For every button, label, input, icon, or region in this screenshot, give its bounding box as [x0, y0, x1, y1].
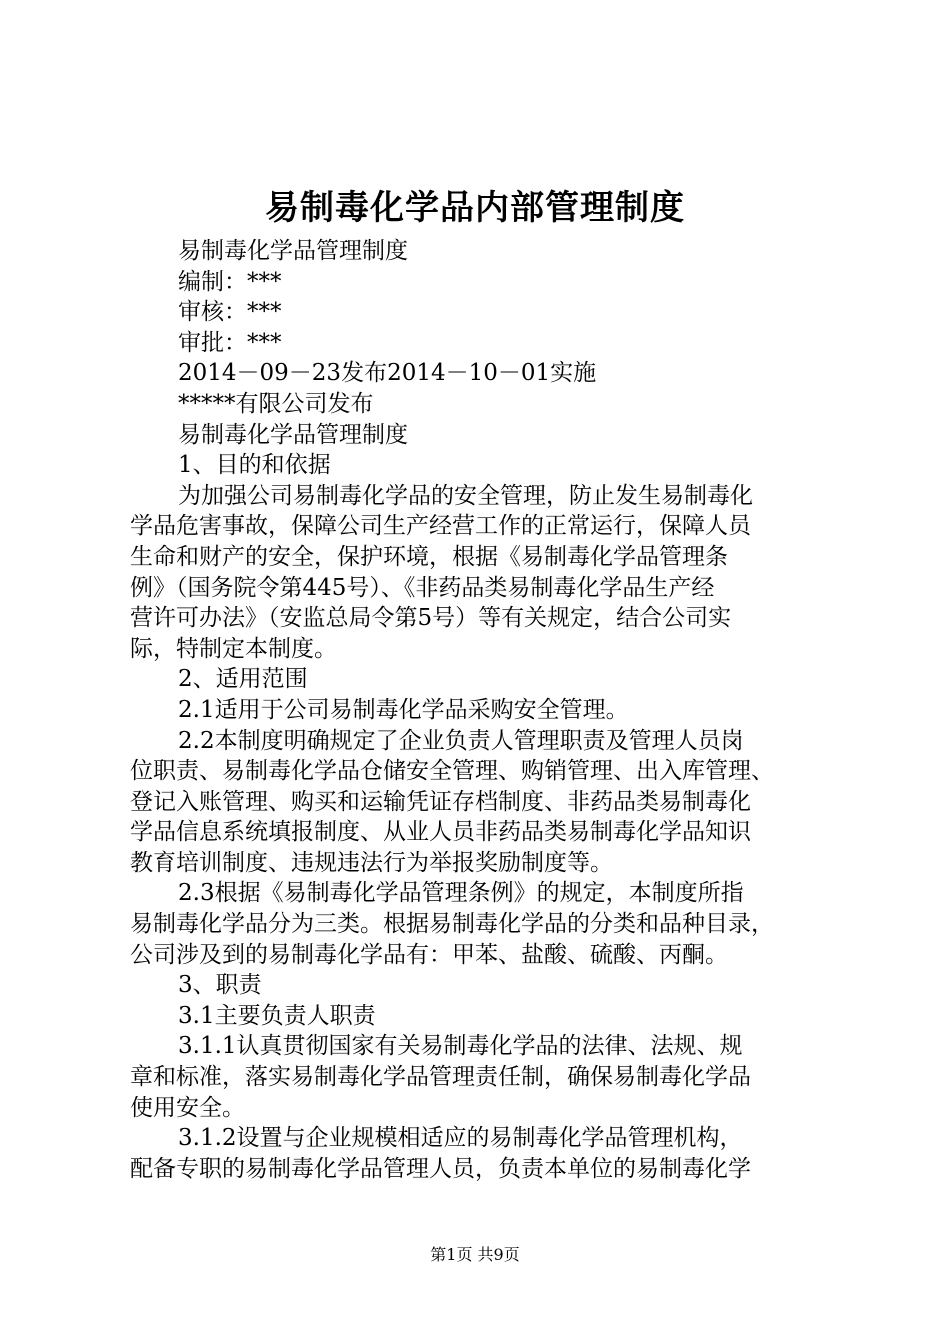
paragraph-line: 2.1适用于公司易制毒化学品采购安全管理。: [178, 696, 629, 723]
section-heading: 1、目的和依据: [178, 452, 331, 479]
paragraph-line: 2.3根据《易制毒化学品管理条例》的规定，本制度所指: [178, 880, 744, 907]
document-title: 易制毒化学品内部管理制度: [265, 188, 685, 228]
paragraph-line: 公司涉及到的易制毒化学品有：甲苯、盐酸、硫酸、丙酮。: [130, 941, 728, 968]
text-line: 审批：***: [178, 329, 282, 356]
text-line: 审核：***: [178, 299, 282, 326]
text-line: 易制毒化学品管理制度: [178, 421, 408, 448]
document-body: [130, 236, 832, 1184]
paragraph-line: 章和标准，落实易制毒化学品管理责任制，确保易制毒化学品: [130, 1064, 751, 1091]
paragraph-line: 位职责、易制毒化学品仓储安全管理、购销管理、出入库管理、: [130, 758, 774, 785]
paragraph-line: 营许可办法》（安监总局令第5号）等有关规定，结合公司实: [130, 605, 732, 632]
paragraph-line: 2.2本制度明确规定了企业负责人管理职责及管理人员岗: [178, 727, 744, 754]
paragraph-line: 登记入账管理、购买和运输凭证存档制度、非药品类易制毒化: [130, 788, 751, 815]
paragraph-line: 生命和财产的安全，保护环境，根据《易制毒化学品管理条: [130, 543, 728, 570]
paragraph-line: 3.1.1认真贯彻国家有关易制毒化学品的法律、法规、规: [178, 1033, 743, 1060]
paragraph-line: 学品危害事故，保障公司生产经营工作的正常运行，保障人员: [130, 513, 751, 540]
section-heading: 3、职责: [178, 972, 262, 999]
paragraph-line: 3.1.2设置与企业规模相适应的易制毒化学品管理机构，: [178, 1125, 743, 1152]
text-line: 编制：***: [178, 268, 282, 295]
text-line: *****有限公司发布: [178, 390, 374, 417]
section-heading: 2、适用范围: [178, 666, 308, 693]
paragraph-line: 易制毒化学品分为三类。根据易制毒化学品的分类和品种目录，: [130, 911, 774, 938]
paragraph-line: 际，特制定本制度。: [130, 635, 337, 662]
paragraph-line: 学品信息系统填报制度、从业人员非药品类易制毒化学品知识: [130, 819, 751, 846]
paragraph-line: 为加强公司易制毒化学品的安全管理，防止发生易制毒化: [178, 482, 753, 509]
subsection-heading: 3.1主要负责人职责: [178, 1002, 376, 1029]
paragraph-line: 使用安全。: [130, 1094, 245, 1121]
paragraph-line: 配备专职的易制毒化学品管理人员，负责本单位的易制毒化学: [130, 1155, 751, 1182]
paragraph-line: 例》（国务院令第445号）、《非药品类易制毒化学品生产经: [130, 574, 715, 601]
page-footer: 第1页 共9页: [430, 1245, 520, 1264]
text-line: 易制毒化学品管理制度: [178, 238, 408, 264]
text-line: 2014－09－23发布2014－10－01实施: [178, 360, 597, 387]
paragraph-line: 教育培训制度、违规违法行为举报奖励制度等。: [130, 849, 613, 876]
